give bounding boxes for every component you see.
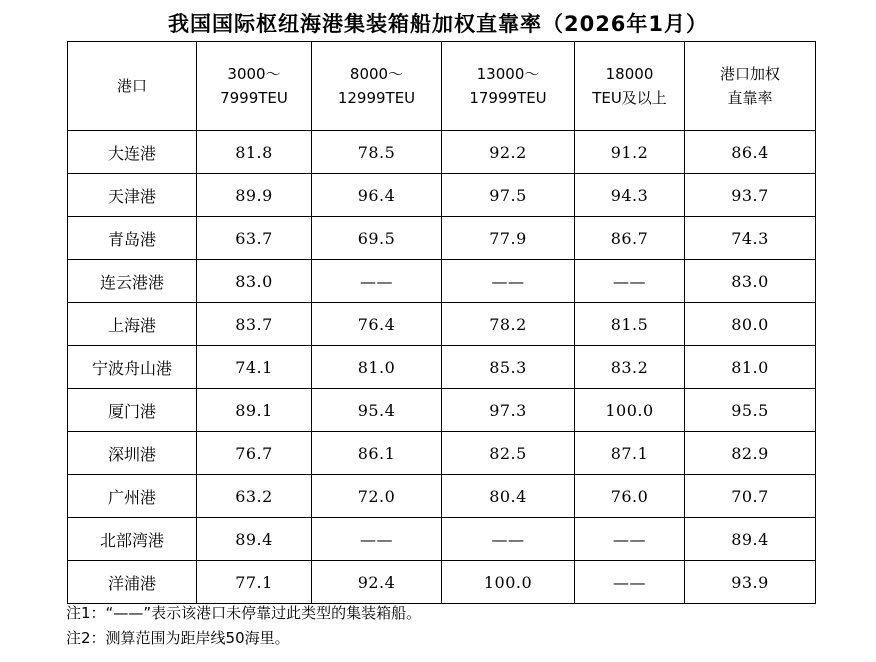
cell-8000-12999: 86.1: [312, 432, 442, 475]
cell-13000-17999: 92.2: [442, 131, 575, 174]
cell-18000-plus: 86.7: [575, 217, 685, 260]
cell-3000-7999: 89.9: [197, 174, 312, 217]
cell-8000-12999: ——: [312, 518, 442, 561]
table-row: [68, 303, 816, 346]
cell-weighted-rate: 95.5: [685, 389, 816, 432]
table-row: [68, 389, 816, 432]
cell-18000-plus: ——: [575, 561, 685, 604]
cell-18000-plus: ——: [575, 518, 685, 561]
cell-3000-7999: 63.2: [197, 475, 312, 518]
cell-3000-7999: 83.7: [197, 303, 312, 346]
port-name: 广州港: [68, 475, 197, 518]
cell-13000-17999: ——: [442, 518, 575, 561]
table-row: [68, 346, 816, 389]
cell-weighted-rate: 83.0: [685, 260, 816, 303]
cell-18000-plus: 94.3: [575, 174, 685, 217]
port-name: 连云港港: [68, 260, 197, 303]
cell-18000-plus: 87.1: [575, 432, 685, 475]
cell-8000-12999: 96.4: [312, 174, 442, 217]
port-name: 宁波舟山港: [68, 346, 197, 389]
header-port: 港口: [68, 42, 197, 131]
port-name: 天津港: [68, 174, 197, 217]
cell-13000-17999: 85.3: [442, 346, 575, 389]
header-3000-7999: 3000～ 7999TEU: [197, 42, 312, 131]
cell-8000-12999: ——: [312, 260, 442, 303]
table-row: [68, 432, 816, 475]
cell-weighted-rate: 89.4: [685, 518, 816, 561]
cell-weighted-rate: 93.7: [685, 174, 816, 217]
cell-3000-7999: 63.7: [197, 217, 312, 260]
cell-3000-7999: 81.8: [197, 131, 312, 174]
cell-8000-12999: 81.0: [312, 346, 442, 389]
table-row: [68, 131, 816, 174]
table-row: [68, 518, 816, 561]
cell-weighted-rate: 86.4: [685, 131, 816, 174]
cell-3000-7999: 83.0: [197, 260, 312, 303]
cell-weighted-rate: 80.0: [685, 303, 816, 346]
cell-13000-17999: 78.2: [442, 303, 575, 346]
cell-weighted-rate: 82.9: [685, 432, 816, 475]
cell-13000-17999: 82.5: [442, 432, 575, 475]
cell-8000-12999: 76.4: [312, 303, 442, 346]
table-row: [68, 260, 816, 303]
cell-8000-12999: 69.5: [312, 217, 442, 260]
port-name: 厦门港: [68, 389, 197, 432]
table-row: [68, 561, 816, 604]
cell-18000-plus: ——: [575, 260, 685, 303]
cell-8000-12999: 72.0: [312, 475, 442, 518]
cell-13000-17999: 77.9: [442, 217, 575, 260]
header-8000-12999: 8000～ 12999TEU: [312, 42, 442, 131]
table-row: [68, 475, 816, 518]
port-name: 青岛港: [68, 217, 197, 260]
note-2: 注2：测算范围为距岸线50海里。: [66, 629, 290, 647]
cell-weighted-rate: 81.0: [685, 346, 816, 389]
cell-3000-7999: 74.1: [197, 346, 312, 389]
port-name: 上海港: [68, 303, 197, 346]
table-notes: [66, 601, 421, 651]
table-header-row: [68, 42, 816, 131]
cell-8000-12999: 92.4: [312, 561, 442, 604]
header-18000-plus: 18000 TEU及以上: [575, 42, 685, 131]
port-name: 大连港: [68, 131, 197, 174]
cell-3000-7999: 89.4: [197, 518, 312, 561]
cell-13000-17999: 100.0: [442, 561, 575, 604]
cell-13000-17999: 97.3: [442, 389, 575, 432]
table-title: 我国国际枢纽海港集装箱船加权直靠率（2026年1月）: [167, 12, 709, 36]
cell-8000-12999: 78.5: [312, 131, 442, 174]
cell-3000-7999: 89.1: [197, 389, 312, 432]
cell-3000-7999: 77.1: [197, 561, 312, 604]
cell-18000-plus: 81.5: [575, 303, 685, 346]
cell-18000-plus: 100.0: [575, 389, 685, 432]
note-1: 注1：“——”表示该港口未停靠过此类型的集装箱船。: [66, 604, 422, 622]
port-name: 深圳港: [68, 432, 197, 475]
cell-18000-plus: 76.0: [575, 475, 685, 518]
header-13000-17999: 13000～ 17999TEU: [442, 42, 575, 131]
table-row: [68, 217, 816, 260]
cell-weighted-rate: 74.3: [685, 217, 816, 260]
cell-13000-17999: ——: [442, 260, 575, 303]
port-name: 洋浦港: [68, 561, 197, 604]
berthing-rate-table: [67, 41, 816, 604]
port-name: 北部湾港: [68, 518, 197, 561]
cell-13000-17999: 80.4: [442, 475, 575, 518]
cell-18000-plus: 91.2: [575, 131, 685, 174]
cell-13000-17999: 97.5: [442, 174, 575, 217]
cell-18000-plus: 83.2: [575, 346, 685, 389]
table-row: [68, 174, 816, 217]
header-weighted-rate: 港口加权 直靠率: [685, 42, 816, 131]
cell-weighted-rate: 93.9: [685, 561, 816, 604]
cell-weighted-rate: 70.7: [685, 475, 816, 518]
cell-3000-7999: 76.7: [197, 432, 312, 475]
cell-8000-12999: 95.4: [312, 389, 442, 432]
